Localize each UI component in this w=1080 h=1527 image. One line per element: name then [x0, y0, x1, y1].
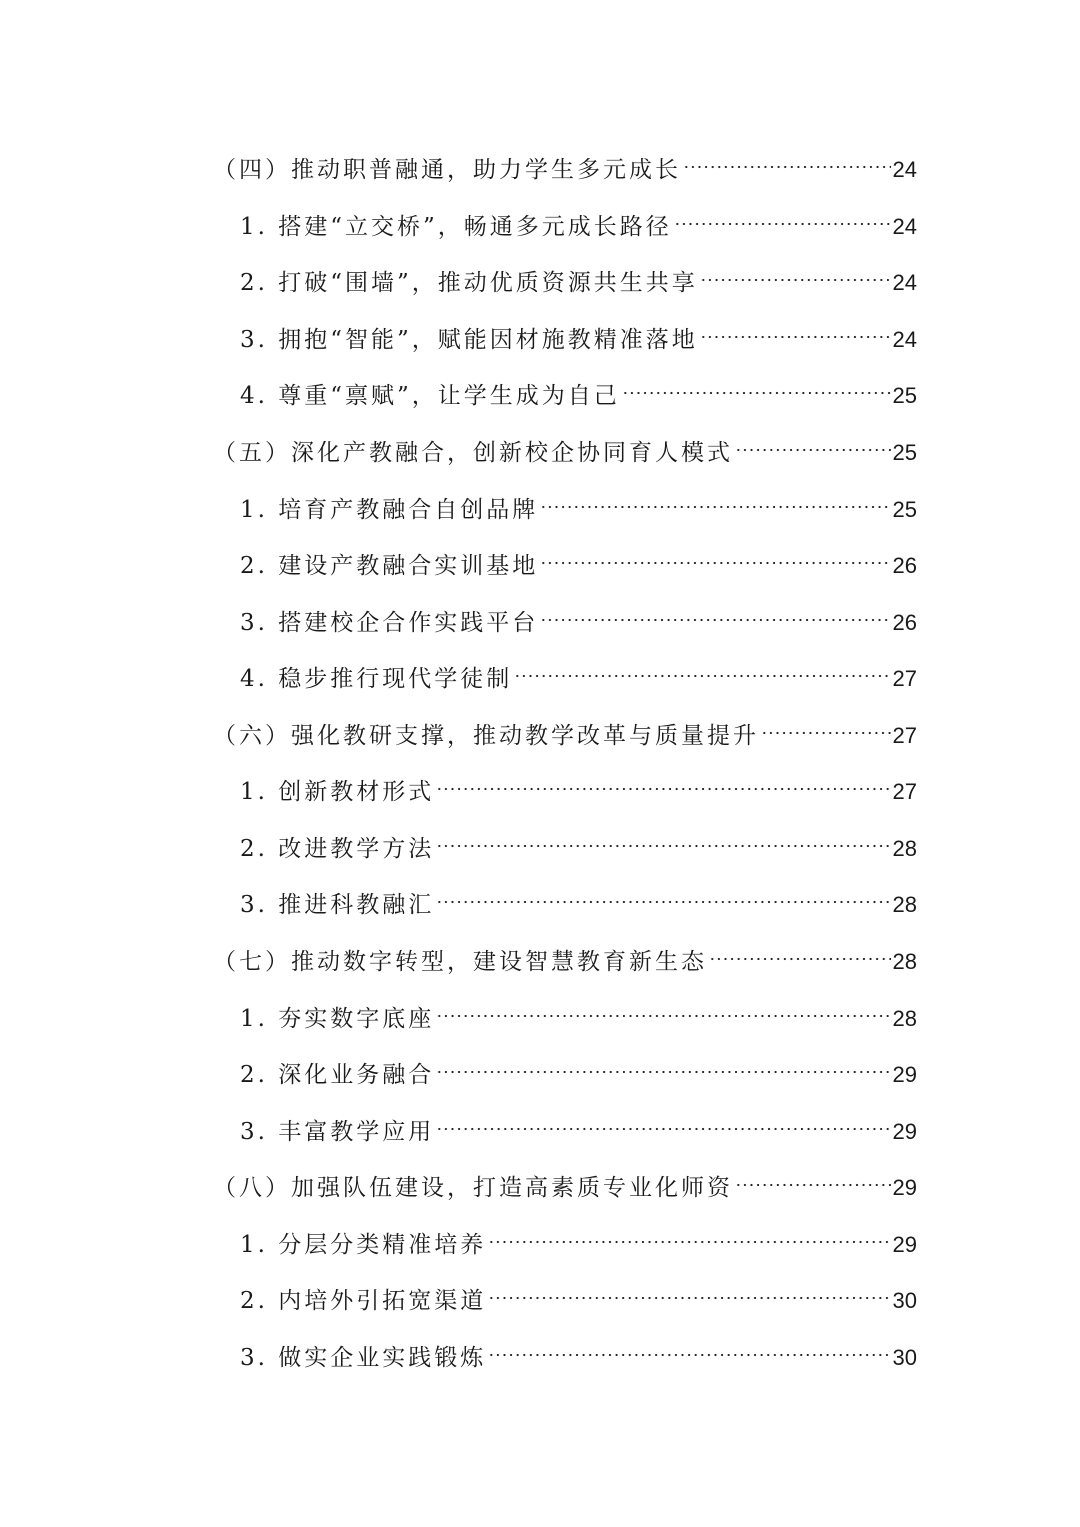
toc-entry-page: 27 — [892, 666, 917, 691]
dot-leader — [488, 1272, 890, 1308]
dot-leader — [436, 1103, 890, 1139]
toc-entry[interactable] — [240, 990, 917, 1032]
toc-entry-page: 28 — [892, 836, 917, 861]
toc-entry-title: （五）深化产教融合，创新校企协同育人模式 — [213, 440, 733, 466]
toc-entry-title: 1. 培育产教融合自创品牌 — [240, 497, 539, 523]
toc-entry-page: 29 — [892, 1119, 917, 1144]
dot-leader — [709, 933, 891, 969]
dot-leader — [700, 254, 891, 290]
toc-entry-section-4[interactable] — [213, 141, 917, 183]
toc-entry-title: 1. 夯实数字底座 — [240, 1006, 435, 1032]
dot-leader — [488, 1329, 890, 1365]
toc-entry-title: 4. 尊重“禀赋”，让学生成为自己 — [240, 383, 620, 409]
dot-leader — [436, 876, 890, 912]
toc-entry-title: 3. 做实企业实践锻炼 — [240, 1345, 487, 1371]
dot-leader — [488, 1216, 890, 1252]
toc-entry-page: 30 — [892, 1288, 917, 1313]
toc-entry-section-7[interactable] — [213, 933, 917, 975]
toc-entry-page: 28 — [892, 892, 917, 917]
dot-leader — [436, 820, 890, 856]
toc-entry-title: 1. 创新教材形式 — [240, 779, 435, 805]
toc-entry-page: 27 — [892, 723, 917, 748]
dot-leader — [436, 990, 890, 1026]
toc-entry-title: 2. 打破“围墙”，推动优质资源共生共享 — [240, 270, 698, 296]
toc-entry-page: 28 — [892, 1006, 917, 1031]
toc-entry-page: 29 — [892, 1175, 917, 1200]
toc-entry-title: 3. 搭建校企合作实践平台 — [240, 610, 539, 636]
dot-leader — [700, 311, 891, 347]
toc-entry-page: 29 — [892, 1062, 917, 1087]
toc-entry-title: 2. 建设产教融合实训基地 — [240, 553, 539, 579]
dot-leader — [436, 1046, 890, 1082]
toc-entry[interactable] — [240, 1046, 917, 1088]
toc-entry[interactable] — [240, 820, 917, 862]
toc-entry-title: （七）推动数字转型，建设智慧教育新生态 — [213, 949, 707, 975]
toc-entry-title: 1. 分层分类精准培养 — [240, 1232, 487, 1258]
dot-leader — [735, 424, 891, 460]
toc-entry-page: 26 — [892, 610, 917, 635]
toc-entry-title: 1. 搭建“立交桥”，畅通多元成长路径 — [240, 214, 672, 240]
toc-entry-title: （八）加强队伍建设，打造高素质专业化师资 — [213, 1175, 733, 1201]
toc-entry-title: 3. 拥抱“智能”，赋能因材施教精准落地 — [240, 327, 698, 353]
toc-entry-page: 27 — [892, 779, 917, 804]
toc-entry-page: 29 — [892, 1232, 917, 1257]
toc-entry[interactable] — [240, 311, 917, 353]
toc-entry-page: 24 — [892, 327, 917, 352]
toc-entry[interactable] — [240, 876, 917, 918]
toc-entry[interactable] — [240, 1272, 917, 1314]
toc-entry-page: 25 — [892, 440, 917, 465]
toc-entry-title: 2. 内培外引拓宽渠道 — [240, 1288, 487, 1314]
dot-leader — [540, 481, 890, 517]
toc-entry[interactable] — [240, 1216, 917, 1258]
toc-entry[interactable] — [240, 650, 917, 692]
toc-entry[interactable] — [240, 1329, 917, 1371]
toc-entry-title: 3. 丰富教学应用 — [240, 1119, 435, 1145]
toc-entry-section-8[interactable] — [213, 1159, 917, 1201]
toc-entry-title: 2. 深化业务融合 — [240, 1062, 435, 1088]
toc-entry-page: 24 — [892, 157, 917, 182]
toc-entry[interactable] — [240, 481, 917, 523]
dot-leader — [683, 141, 891, 177]
toc-entry[interactable] — [240, 254, 917, 296]
dot-leader — [540, 594, 890, 630]
toc-entry-title: （四）推动职普融通，助力学生多元成长 — [213, 157, 681, 183]
toc-entry-page: 28 — [892, 949, 917, 974]
toc-entry-page: 26 — [892, 553, 917, 578]
toc-entry-page: 25 — [892, 497, 917, 522]
toc-entry-title: 4. 稳步推行现代学徒制 — [240, 666, 513, 692]
toc-entry-section-6[interactable] — [213, 707, 917, 749]
toc-entry-page: 24 — [892, 270, 917, 295]
dot-leader — [735, 1159, 891, 1195]
dot-leader — [761, 707, 891, 743]
toc-entry-page: 25 — [892, 383, 917, 408]
toc-entry[interactable] — [240, 594, 917, 636]
toc-entry[interactable] — [240, 537, 917, 579]
toc-entry[interactable] — [240, 1103, 917, 1145]
toc-entry-title: （六）强化教研支撑，推动教学改革与质量提升 — [213, 723, 759, 749]
dot-leader — [514, 650, 890, 686]
dot-leader — [622, 367, 891, 403]
toc-entry[interactable] — [240, 763, 917, 805]
toc-entry-page: 30 — [892, 1345, 917, 1370]
toc-entry-section-5[interactable] — [213, 424, 917, 466]
toc-entry-title: 2. 改进教学方法 — [240, 836, 435, 862]
dot-leader — [436, 763, 890, 799]
dot-leader — [674, 198, 891, 234]
toc-entry-page: 24 — [892, 214, 917, 239]
toc-entry[interactable] — [240, 367, 917, 409]
dot-leader — [540, 537, 890, 573]
toc-entry[interactable] — [240, 198, 917, 240]
toc-entry-title: 3. 推进科教融汇 — [240, 892, 435, 918]
